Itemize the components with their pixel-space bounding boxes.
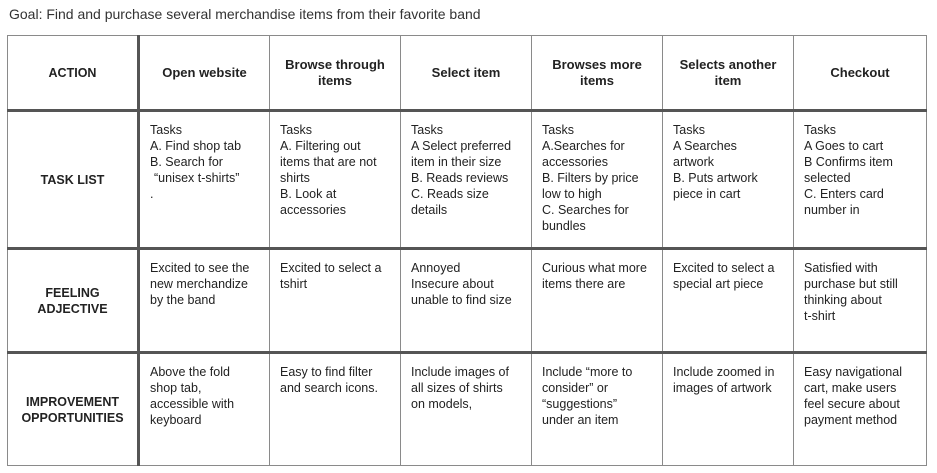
improvement-row [8,353,927,466]
row-header-action: ACTION [8,36,139,111]
feeling-cell: Satisfied with purchase but still thinking about t-shirt [794,249,927,353]
improvement-cell: Include “more to consider” or “suggestions” under an item [532,353,663,466]
improvement-cell: Include images of all sizes of shirts on models, [401,353,532,466]
improvement-cell: Include zoomed in images of artwork [663,353,794,466]
action-row [8,36,927,111]
task-cell: Tasks A.Searches for accessories B. Filters by price low to high C. Searches for bundles [532,111,663,249]
action-cell: Select item [401,36,532,111]
task-list-row [8,111,927,249]
action-cell: Open website [139,36,270,111]
task-cell: Tasks A Searches artwork B. Puts artwork piece in cart [663,111,794,249]
action-cell: Selects another item [663,36,794,111]
action-cell: Checkout [794,36,927,111]
feeling-cell: Excited to select a tshirt [270,249,401,353]
feeling-cell: Curious what more items there are [532,249,663,353]
feeling-cell: Annoyed Insecure about unable to find size [401,249,532,353]
task-cell: Tasks A Goes to cart B Confirms item selected C. Enters card number in [794,111,927,249]
feeling-cell: Excited to select a special art piece [663,249,794,353]
task-cell: Tasks A. Filtering out items that are not shirts B. Look at accessories [270,111,401,249]
journey-map-table [7,35,927,466]
feeling-row [8,249,927,353]
row-header-feeling: FEELING ADJECTIVE [8,249,139,353]
task-cell: Tasks A. Find shop tab B. Search for “unisex t-shirts” . [139,111,270,249]
row-header-task-list: TASK LIST [8,111,139,249]
row-header-improvement: IMPROVEMENT OPPORTUNITIES [8,353,139,466]
goal-title: Goal: Find and purchase several merchandise items from their favorite band [9,6,481,22]
action-cell: Browse through items [270,36,401,111]
task-cell: Tasks A Select preferred item in their size B. Reads reviews C. Reads size details [401,111,532,249]
improvement-cell: Easy to find filter and search icons. [270,353,401,466]
improvement-cell: Above the fold shop tab, accessible with keyboard [139,353,270,466]
action-cell: Browses more items [532,36,663,111]
feeling-cell: Excited to see the new merchandize by the band [139,249,270,353]
improvement-cell: Easy navigational cart, make users feel secure about payment method [794,353,927,466]
